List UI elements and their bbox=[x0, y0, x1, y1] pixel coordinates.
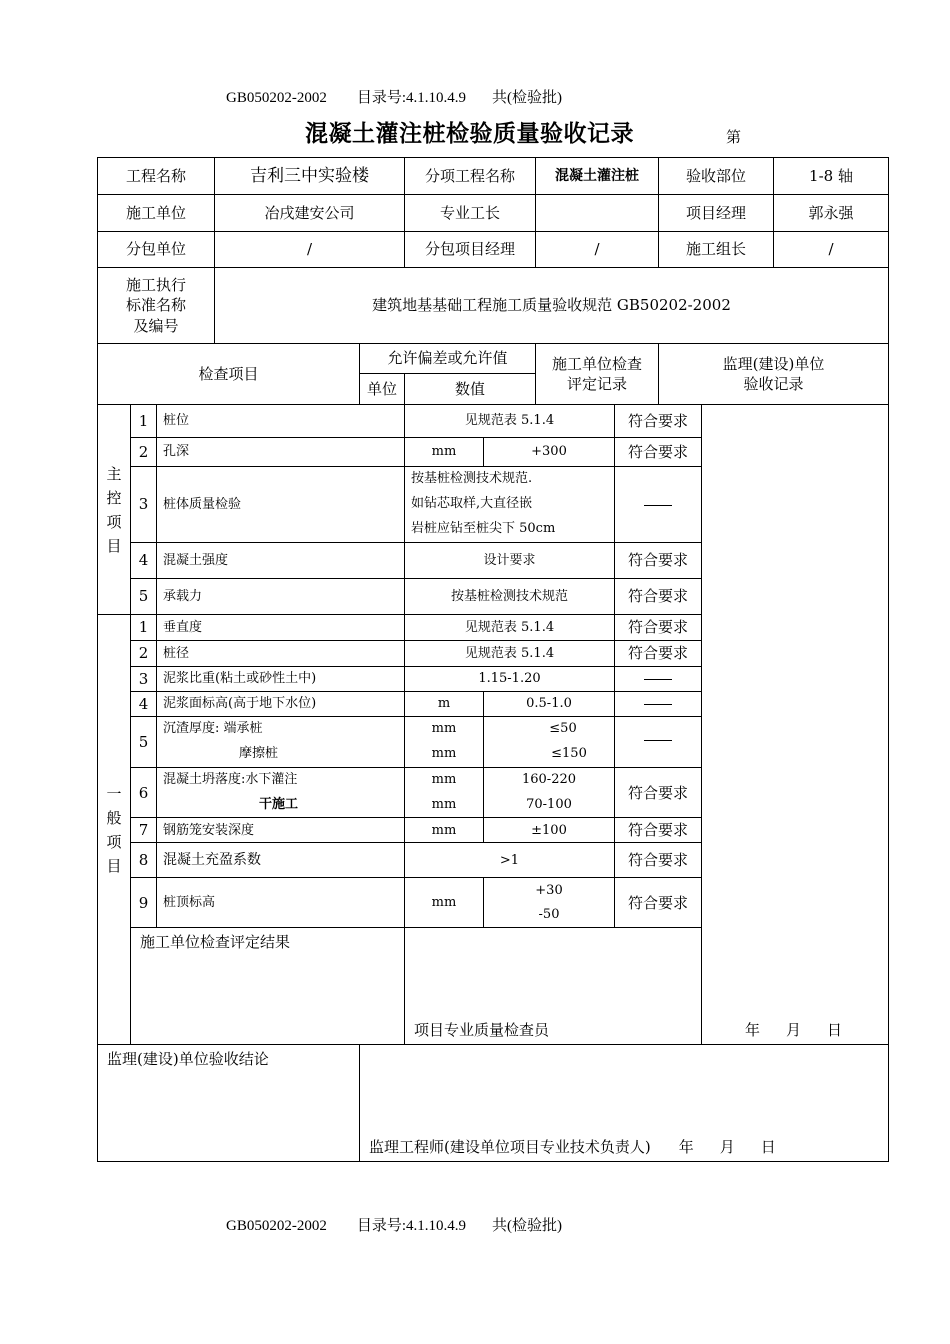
pm-label: 项目经理 bbox=[659, 195, 774, 232]
item-result: 符合要求 bbox=[615, 438, 702, 467]
col-supervisor-2: 验收记录 bbox=[743, 375, 804, 393]
item-name: 桩体质量检验 bbox=[157, 467, 405, 543]
contractor-result-row bbox=[98, 928, 889, 1045]
item-name: 承载力 bbox=[157, 579, 405, 615]
item-unit: m bbox=[405, 692, 484, 717]
col-unit: 单位 bbox=[360, 374, 405, 405]
sub-project-value: 混凝土灌注桩 bbox=[536, 158, 659, 195]
general-group-c1: 一 bbox=[106, 784, 122, 803]
col-value: 数值 bbox=[405, 374, 536, 405]
col-contractor-1: 施工单位检查 bbox=[551, 354, 642, 373]
item-name-a: 混凝土坍落度:水下灌注 bbox=[163, 772, 298, 787]
item-no: 2 bbox=[131, 438, 157, 467]
standard-label-2: 标准名称 bbox=[125, 296, 186, 315]
item-unit-b: mm bbox=[431, 796, 457, 812]
month-label: 月 bbox=[786, 1021, 802, 1040]
standard-label-1: 施工执行 bbox=[125, 276, 186, 295]
column-header-row-1 bbox=[98, 344, 889, 374]
dash-mark bbox=[644, 505, 672, 506]
item-value-b: ≤150 bbox=[551, 746, 587, 761]
item-result: 符合要求 bbox=[615, 543, 702, 579]
dash-mark bbox=[644, 740, 672, 741]
col-supervisor bbox=[659, 344, 889, 405]
item-no: 4 bbox=[131, 692, 157, 717]
item-no: 2 bbox=[131, 641, 157, 667]
item-value bbox=[484, 768, 615, 818]
item-name-a: 沉渣厚度: 端承桩 bbox=[163, 721, 263, 737]
item-value: 0.5-1.0 bbox=[484, 692, 615, 717]
item-value: 设计要求 bbox=[405, 543, 615, 579]
info-row-1 bbox=[98, 158, 889, 195]
month-label: 月 bbox=[719, 1138, 735, 1157]
col-item: 检查项目 bbox=[98, 344, 360, 405]
contractor-result-cell bbox=[405, 928, 889, 1045]
item-value-b: -50 bbox=[538, 906, 560, 922]
item-name bbox=[157, 768, 405, 818]
header-std: GB050202-2002 bbox=[226, 90, 327, 106]
item-value-line-2: 如钻芯取样,大直径嵌 bbox=[411, 496, 533, 512]
item-result bbox=[615, 717, 702, 768]
inspector-label: 项目专业质量检查员 bbox=[414, 1021, 550, 1040]
main-group-c1: 主 bbox=[106, 464, 122, 483]
item-name: 桩顶标高 bbox=[157, 878, 405, 928]
item-value: 见规范表 5.1.4 bbox=[405, 641, 615, 667]
page-title: 混凝土灌注桩检验质量验收记录 bbox=[305, 121, 634, 147]
item-value-a: ≤50 bbox=[549, 721, 577, 737]
item-no: 1 bbox=[131, 405, 157, 438]
item-result: 符合要求 bbox=[615, 615, 702, 641]
teamlead-label: 施工组长 bbox=[659, 232, 774, 268]
inspection-table bbox=[97, 157, 889, 1162]
subpm-value: / bbox=[536, 232, 659, 268]
header-line-bottom bbox=[226, 1214, 562, 1235]
dash-mark bbox=[644, 679, 672, 680]
standard-label bbox=[98, 268, 215, 344]
subpm-label: 分包项目经理 bbox=[405, 232, 536, 268]
dash-mark bbox=[644, 704, 672, 705]
col-supervisor-1: 监理(建设)单位 bbox=[722, 354, 825, 373]
unit-label: 施工单位 bbox=[98, 195, 215, 232]
item-value-line-3: 岩桩应钻至桩尖下 50cm bbox=[411, 520, 556, 536]
main-item-row bbox=[98, 405, 889, 438]
item-no: 7 bbox=[131, 818, 157, 843]
item-result bbox=[615, 692, 702, 717]
item-value: 见规范表 5.1.4 bbox=[405, 615, 615, 641]
item-unit bbox=[405, 768, 484, 818]
item-result: 符合要求 bbox=[615, 641, 702, 667]
item-no: 8 bbox=[131, 843, 157, 878]
main-group-c4: 目 bbox=[106, 536, 122, 555]
info-row-3 bbox=[98, 232, 889, 268]
item-unit: mm bbox=[405, 878, 484, 928]
col-contractor-2: 评定记录 bbox=[566, 375, 627, 393]
item-value: 1.15-1.20 bbox=[405, 667, 615, 692]
supervisor-result-row bbox=[98, 1045, 889, 1162]
item-value: 按基桩检测技术规范 bbox=[405, 579, 615, 615]
standard-row bbox=[98, 268, 889, 344]
item-value-b: 70-100 bbox=[526, 796, 572, 812]
year-label: 年 bbox=[678, 1138, 694, 1157]
item-name: 桩位 bbox=[157, 405, 405, 438]
item-name-b: 摩擦桩 bbox=[239, 746, 279, 761]
part-value: 1-8 轴 bbox=[774, 158, 889, 195]
item-name: 垂直度 bbox=[157, 615, 405, 641]
item-no: 5 bbox=[131, 717, 157, 768]
item-name bbox=[157, 717, 405, 768]
header-batch: 共(检验批) bbox=[492, 90, 563, 106]
engineer-label: 监理工程师(建设单位项目专业技术负责人) bbox=[369, 1138, 651, 1157]
item-unit-a: mm bbox=[431, 721, 457, 737]
item-name: 钢筋笼安装深度 bbox=[157, 818, 405, 843]
item-name: 桩径 bbox=[157, 641, 405, 667]
item-result: 符合要求 bbox=[615, 768, 702, 818]
subcon-value: / bbox=[215, 232, 405, 268]
item-no: 3 bbox=[131, 467, 157, 543]
main-group-c2: 控 bbox=[106, 488, 122, 507]
sub-project-label: 分项工程名称 bbox=[405, 158, 536, 195]
item-no: 4 bbox=[131, 543, 157, 579]
item-name: 混凝土充盈系数 bbox=[157, 843, 405, 878]
item-result bbox=[615, 467, 702, 543]
item-value: 见规范表 5.1.4 bbox=[405, 405, 615, 438]
supervisor-result-label: 监理(建设)单位验收结论 bbox=[98, 1045, 360, 1162]
general-group-label bbox=[98, 615, 131, 1045]
main-group-label bbox=[98, 405, 131, 615]
item-result: 符合要求 bbox=[615, 579, 702, 615]
item-value bbox=[405, 467, 615, 543]
item-result: 符合要求 bbox=[615, 818, 702, 843]
item-value bbox=[484, 717, 615, 768]
item-name: 泥浆面标高(高于地下水位) bbox=[157, 692, 405, 717]
item-result: 符合要求 bbox=[615, 405, 702, 438]
header-catalog: 目录号:4.1.10.4.9 bbox=[356, 90, 467, 106]
project-value: 吉利三中实验楼 bbox=[215, 158, 405, 195]
standard-value: 建筑地基基础工程施工质量验收规范 GB50202-2002 bbox=[215, 268, 889, 344]
unit-value: 冶戌建安公司 bbox=[215, 195, 405, 232]
foreman-label: 专业工长 bbox=[405, 195, 536, 232]
item-unit: mm bbox=[405, 818, 484, 843]
col-contractor bbox=[536, 344, 659, 405]
day-label: 日 bbox=[760, 1138, 776, 1157]
item-value: +300 bbox=[484, 438, 615, 467]
item-result: 符合要求 bbox=[615, 843, 702, 878]
supervisor-result-cell bbox=[360, 1045, 889, 1162]
item-value-line-1: 按基桩检测技术规范. bbox=[411, 471, 533, 487]
item-value bbox=[484, 878, 615, 928]
item-no: 1 bbox=[131, 615, 157, 641]
page-di: 第 bbox=[726, 128, 742, 146]
item-unit bbox=[405, 717, 484, 768]
item-no: 6 bbox=[131, 768, 157, 818]
general-group-c2: 般 bbox=[106, 808, 122, 827]
footer-batch: 共(检验批) bbox=[492, 1218, 563, 1234]
foreman-value bbox=[536, 195, 659, 232]
standard-label-3: 及编号 bbox=[133, 316, 179, 335]
item-name: 混凝土强度 bbox=[157, 543, 405, 579]
item-unit: mm bbox=[405, 438, 484, 467]
contractor-result-label: 施工单位检查评定结果 bbox=[131, 928, 405, 1045]
item-unit-a: mm bbox=[431, 772, 457, 787]
project-label: 工程名称 bbox=[98, 158, 215, 195]
item-name: 孔深 bbox=[157, 438, 405, 467]
item-name-b: 干施工 bbox=[259, 796, 299, 812]
item-value-a: 160-220 bbox=[521, 772, 577, 787]
main-group-c3: 项 bbox=[106, 512, 122, 531]
teamlead-value: / bbox=[774, 232, 889, 268]
item-unit-b: mm bbox=[431, 746, 457, 761]
item-no: 3 bbox=[131, 667, 157, 692]
item-value: >1 bbox=[405, 843, 615, 878]
header-line-top bbox=[226, 86, 562, 107]
item-result bbox=[615, 667, 702, 692]
pm-value: 郭永强 bbox=[774, 195, 889, 232]
item-no: 5 bbox=[131, 579, 157, 615]
day-label: 日 bbox=[827, 1021, 843, 1040]
col-tolerance: 允许偏差或允许值 bbox=[360, 344, 536, 374]
general-group-c4: 目 bbox=[106, 856, 122, 875]
part-label: 验收部位 bbox=[659, 158, 774, 195]
footer-catalog: 目录号:4.1.10.4.9 bbox=[356, 1218, 467, 1234]
subcon-label: 分包单位 bbox=[98, 232, 215, 268]
item-no: 9 bbox=[131, 878, 157, 928]
general-group-c3: 项 bbox=[106, 832, 122, 851]
info-row-2 bbox=[98, 195, 889, 232]
footer-std: GB050202-2002 bbox=[226, 1218, 327, 1234]
item-value: ±100 bbox=[484, 818, 615, 843]
item-value-a: +30 bbox=[535, 883, 563, 899]
year-label: 年 bbox=[745, 1021, 761, 1040]
item-result: 符合要求 bbox=[615, 878, 702, 928]
item-name: 泥浆比重(粘土或砂性土中) bbox=[157, 667, 405, 692]
